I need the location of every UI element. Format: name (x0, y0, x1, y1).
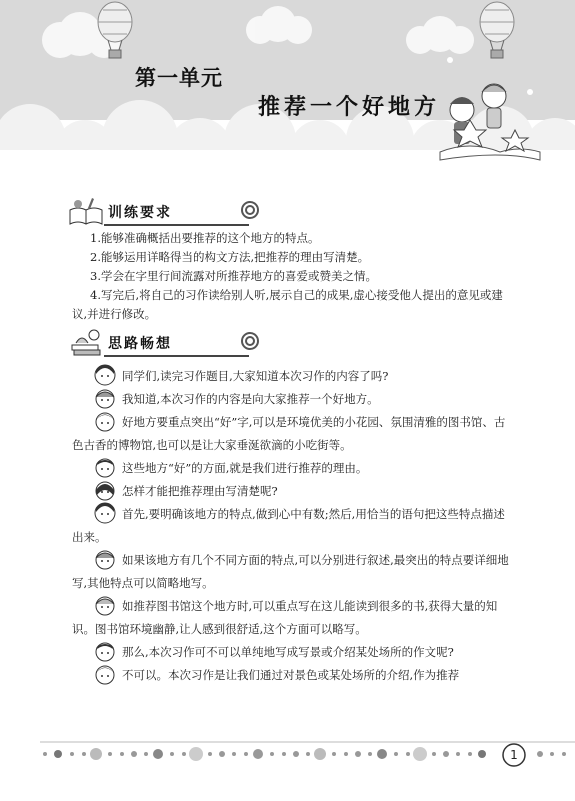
dialogue-line: 我知道,本次习作的内容是向大家推荐一个好地方。 (72, 388, 512, 411)
dialogue-line: 如果该地方有几个不同方面的特点,可以分别进行叙述,最突出的特点要详细地写,其他特点可以简略地写。 (72, 549, 512, 595)
boy-avatar-icon (94, 663, 116, 685)
heading-underline (104, 224, 249, 226)
teacher-avatar-icon (94, 364, 116, 386)
footer-dot-border (0, 740, 575, 764)
dialogue-line: 首先,要明确该地方的特点,做到心中有数;然后,用恰当的语句把这些特点描述出来。 (72, 503, 512, 549)
dialogue-line: 同学们,读完习作题目,大家知道本次习作的内容了吗? (72, 365, 512, 388)
dialogue-list (72, 365, 512, 687)
requirement-item: 1.能够准确概括出要推荐的这个地方的特点。 (90, 231, 320, 245)
requirement-item: 3.学会在字里行间流露对所推荐地方的喜爱或赞美之情。 (90, 269, 377, 283)
heading-underline (104, 355, 249, 357)
requirement-item: 2.能够运用详略得当的构文方法,把推荐的理由写清楚。 (90, 250, 370, 264)
books-icon (68, 327, 104, 357)
boy-avatar-icon (94, 410, 116, 432)
thinking-heading: 思路畅想 (108, 336, 172, 352)
child-avatar-icon (94, 640, 116, 662)
dialogue-line: 好地方要重点突出“好”字,可以是环境优美的小花园、氛围清雅的图书馆、古色古香的博物馆,也可以是让大家垂涎欲滴的小吃街等。 (72, 411, 512, 457)
section-heading-training (68, 196, 268, 228)
requirement-item: 4.写完后,将自己的习作读给别人听,展示自己的成果,虚心接受他人提出的意见或建议,并进行修改。 (72, 288, 503, 321)
training-heading: 训练要求 (108, 205, 172, 221)
girl-avatar-icon (94, 387, 116, 409)
unit-title: 第一单元 (135, 66, 223, 90)
girl-avatar-icon (94, 479, 116, 501)
girl-avatar-icon (94, 594, 116, 616)
dialogue-line: 怎样才能把推荐理由写清楚呢? (72, 480, 512, 503)
page-number: 1 (510, 748, 518, 762)
open-book-icon (68, 196, 104, 226)
section-heading-thinking (68, 327, 268, 359)
child-avatar-icon (94, 456, 116, 478)
swirl-icon (240, 200, 260, 220)
girl-avatar-icon (94, 548, 116, 570)
teacher-avatar-icon (94, 502, 116, 524)
dialogue-line: 不可以。本次习作是让我们通过对景色或某处场所的介绍,作为推荐 (72, 664, 512, 687)
lesson-title: 推荐一个好地方 (258, 95, 441, 120)
dialogue-line: 那么,本次习作可不可以单纯地写成写景或介绍某处场所的作文呢? (72, 641, 512, 664)
dialogue-line: 如推荐图书馆这个地方时,可以重点写在这儿能读到很多的书,获得大量的知识。图书馆环境幽静,让人感到很舒适,这个方面可以略写。 (72, 595, 512, 641)
dialogue-line: 这些地方“好”的方面,就是我们进行推荐的理由。 (72, 457, 512, 480)
training-requirements (72, 229, 512, 324)
swirl-icon (240, 331, 260, 351)
